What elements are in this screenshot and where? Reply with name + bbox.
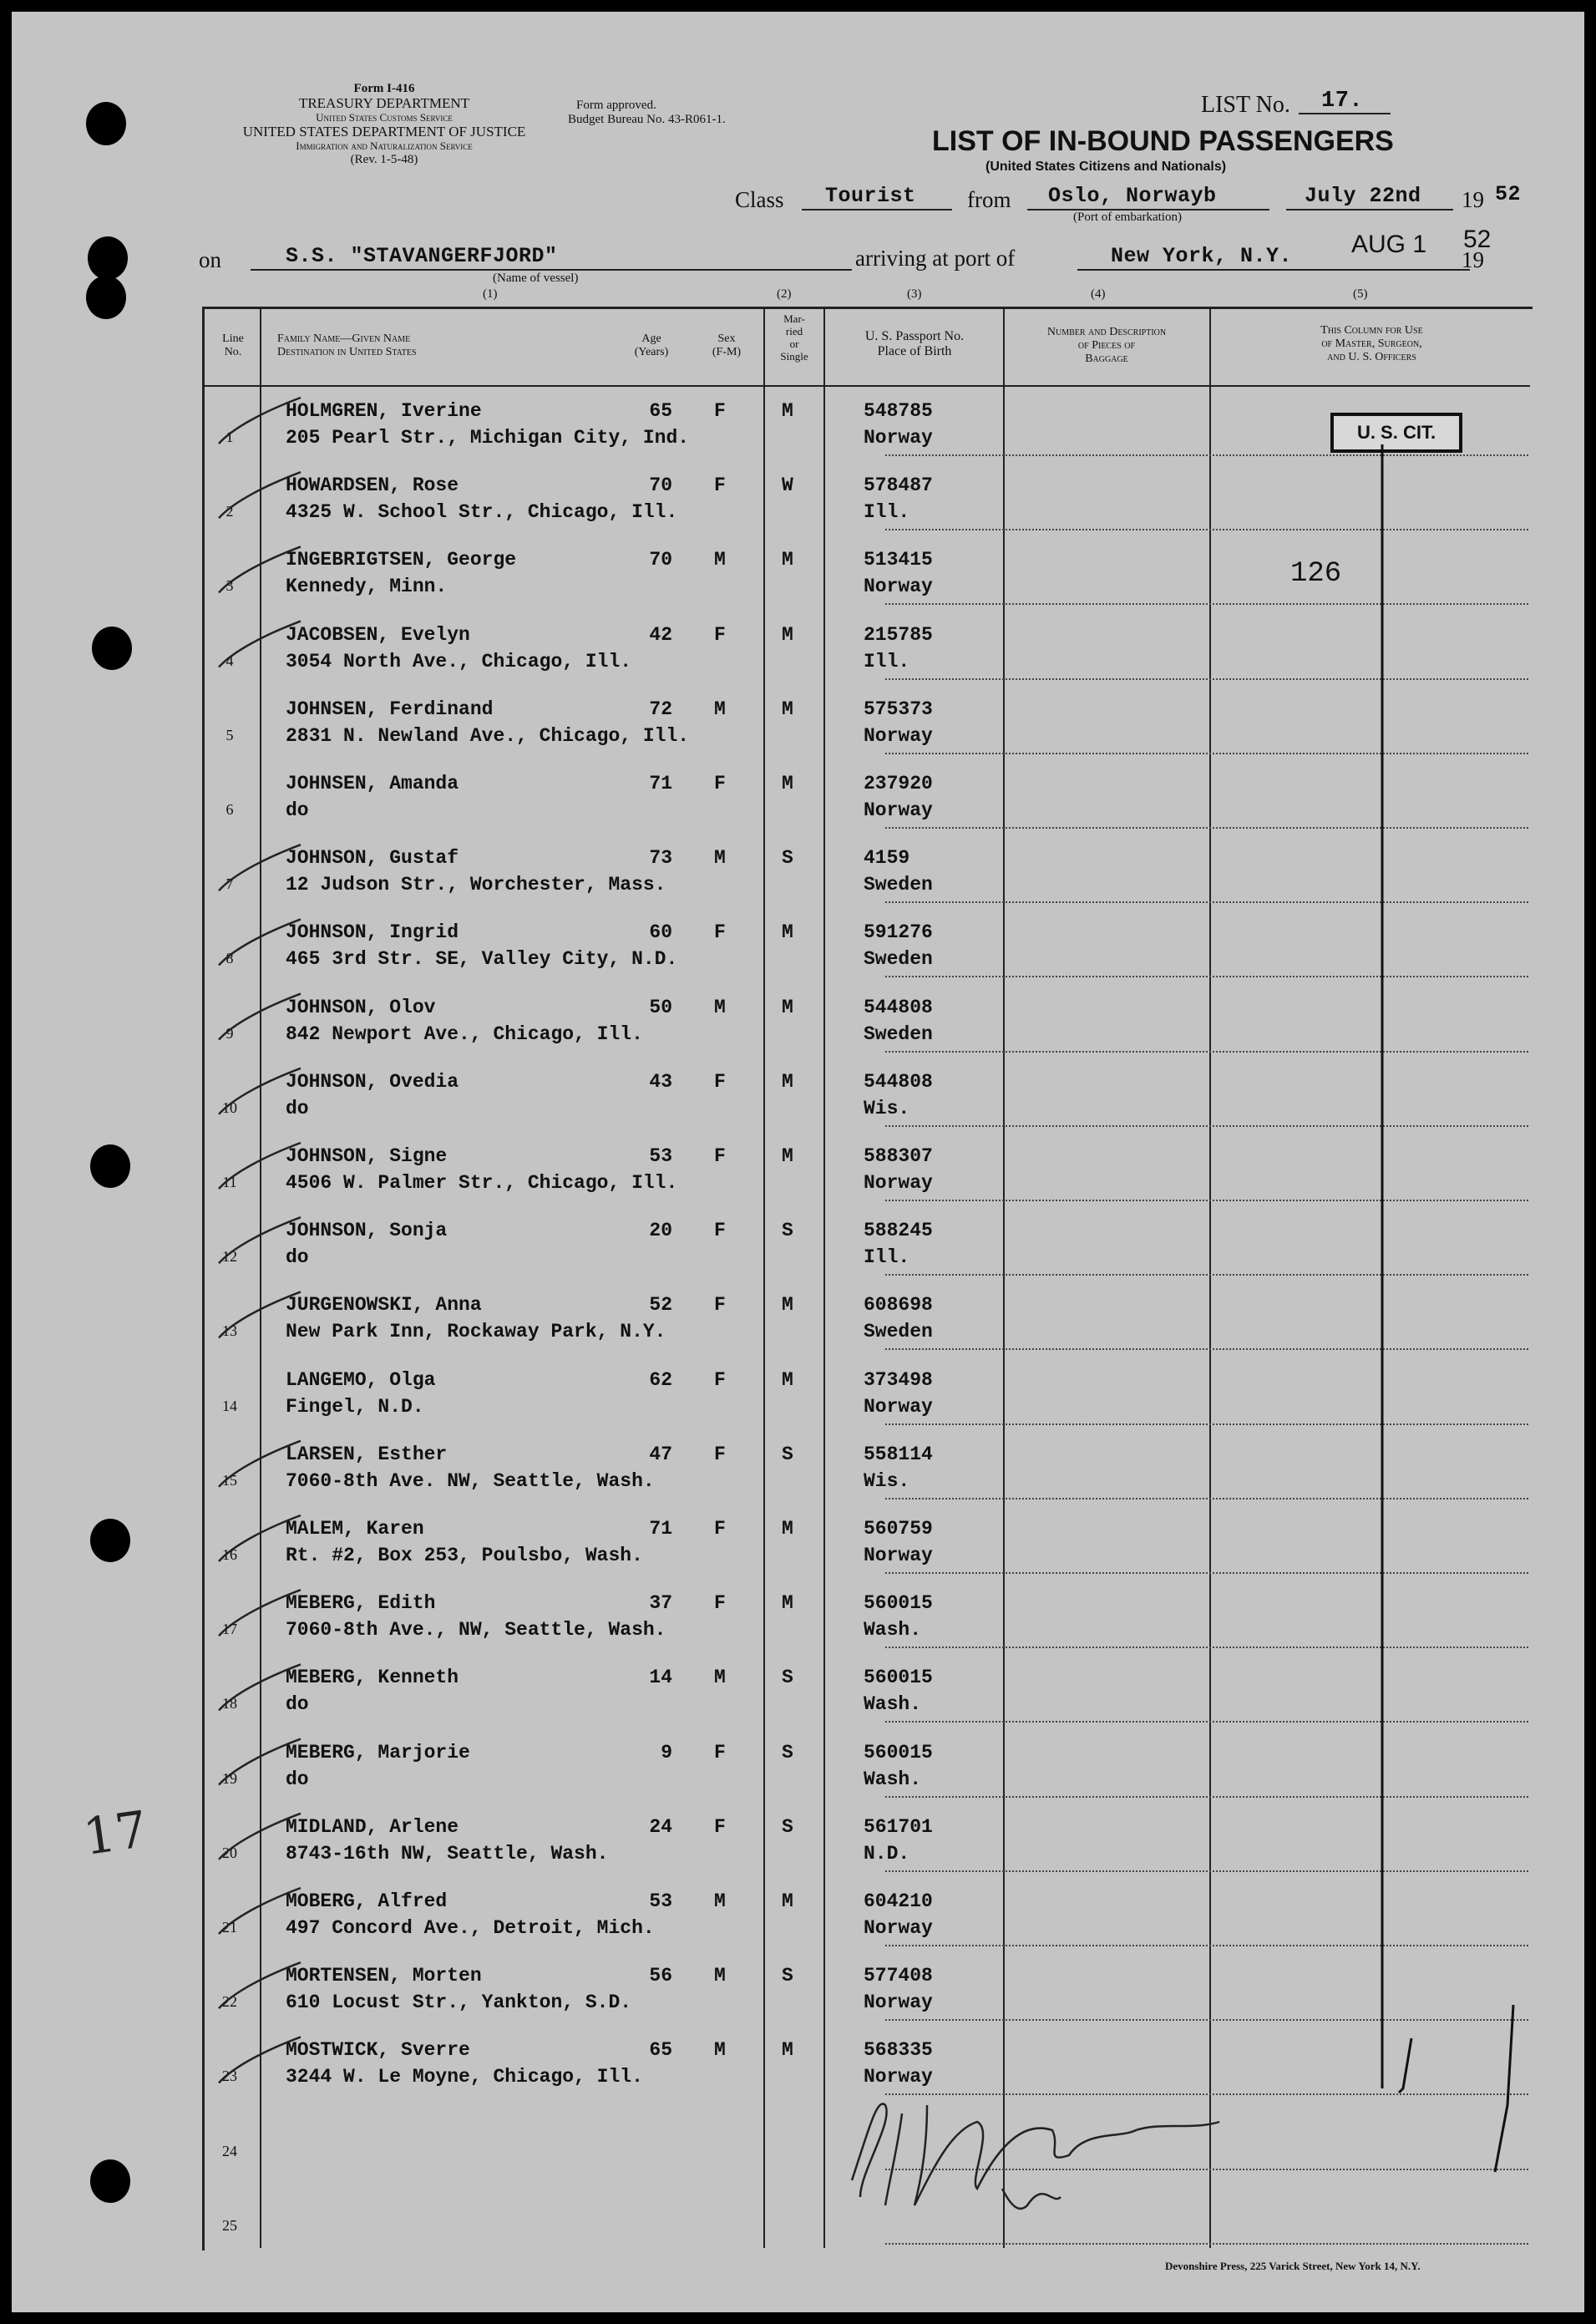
arriving-label: arriving at port of xyxy=(855,246,1016,271)
passport-number: 215785 xyxy=(864,623,933,646)
col-header-officers-line1: This Column for Use xyxy=(1320,324,1423,337)
passenger-name: JACOBSEN, Evelyn xyxy=(286,623,470,646)
check-mark xyxy=(219,1291,301,1337)
form-revision: (Rev. 1-5-48) xyxy=(350,153,418,166)
passenger-sex: F xyxy=(714,623,726,646)
passport-number: 604210 xyxy=(864,1890,933,1912)
passenger-destination: 2831 N. Newland Ave., Chicago, Ill. xyxy=(286,724,690,747)
page-subtitle: (United States Citizens and Nationals) xyxy=(985,160,1227,174)
passenger-marital-status: M xyxy=(782,1368,793,1391)
from-label: from xyxy=(967,187,1011,212)
passenger-marital-status: M xyxy=(782,1592,793,1615)
passenger-name: JOHNSEN, Ferdinand xyxy=(286,698,494,720)
officer-note: 126 xyxy=(1290,558,1342,590)
passport-number: 548785 xyxy=(864,400,933,422)
line-number: 21 xyxy=(222,1919,237,1936)
check-mark xyxy=(219,1590,301,1636)
place-of-birth: Norway xyxy=(864,1992,933,2014)
place-of-birth: Wash. xyxy=(864,1619,922,1642)
passenger-name: MEBERG, Edith xyxy=(286,1592,436,1615)
check-mark xyxy=(219,1217,301,1263)
check-mark xyxy=(219,1888,301,1934)
check-mark xyxy=(219,994,301,1040)
place-of-birth: Norway xyxy=(864,799,933,821)
passenger-marital-status: M xyxy=(782,921,793,944)
check-mark xyxy=(219,398,301,444)
passenger-sex: F xyxy=(714,474,726,497)
passenger-age: 20 xyxy=(649,1220,672,1242)
passenger-marital-status: M xyxy=(782,549,793,571)
line-number: 16 xyxy=(222,1546,237,1563)
place-of-birth: Ill. xyxy=(864,1246,910,1269)
passenger-age: 71 xyxy=(649,773,672,794)
passport-number: 373498 xyxy=(864,1368,933,1391)
passenger-marital-status: M xyxy=(782,1070,793,1093)
passenger-age: 65 xyxy=(649,2039,672,2062)
passenger-name: JOHNSON, Sonja xyxy=(286,1220,448,1242)
col-header-married-line4: Single xyxy=(780,350,808,363)
check-mark xyxy=(219,1068,301,1114)
passenger-destination: 842 Newport Ave., Chicago, Ill. xyxy=(286,1022,643,1045)
place-of-birth: Norway xyxy=(864,1917,933,1939)
passenger-sex: M xyxy=(714,1667,726,1689)
passenger-marital-status: S xyxy=(782,1220,793,1242)
passenger-destination: Rt. #2, Box 253, Poulsbo, Wash. xyxy=(286,1545,643,1566)
line-number: 20 xyxy=(222,1844,237,1861)
line-number: 17 xyxy=(222,1621,237,1638)
passenger-name: MIDLAND, Arlene xyxy=(286,1815,459,1838)
col-header-married-line1: Mar- xyxy=(783,312,805,325)
col-header-sex-line1: Sex xyxy=(717,332,736,345)
passenger-name: JOHNSON, Olov xyxy=(286,996,436,1018)
passenger-sex: F xyxy=(714,1592,726,1615)
col-header-age-line1: Age xyxy=(641,332,661,345)
vessel-name: S.S. "STAVANGERFJORD" xyxy=(286,244,558,268)
col-header-age-line2: (Years) xyxy=(634,346,669,358)
service-name: United States Customs Service xyxy=(316,111,453,124)
passenger-sex: F xyxy=(714,773,726,794)
place-of-birth: Sweden xyxy=(864,1022,933,1045)
passport-number: 544808 xyxy=(864,1070,933,1093)
passenger-marital-status: S xyxy=(782,1667,793,1689)
passenger-sex: M xyxy=(714,1890,726,1912)
department-name: TREASURY DEPARTMENT xyxy=(298,95,470,111)
passenger-destination: New Park Inn, Rockaway Park, N.Y. xyxy=(286,1321,666,1343)
passport-number: 237920 xyxy=(864,773,933,794)
place-of-birth: Sweden xyxy=(864,874,933,896)
col-header-married-line3: or xyxy=(789,337,799,350)
place-of-birth: Norway xyxy=(864,1545,933,1566)
col-header-name-line2: Destination in United States xyxy=(277,346,417,358)
passport-number: 588307 xyxy=(864,1145,933,1167)
list-no-label: LIST No. xyxy=(1201,92,1290,118)
passenger-name: MORTENSEN, Morten xyxy=(286,1965,482,1987)
passenger-name: MOBERG, Alfred xyxy=(286,1890,448,1912)
passenger-marital-status: S xyxy=(782,847,793,870)
passport-number: 561701 xyxy=(864,1815,933,1838)
page-title: LIST OF IN-BOUND PASSENGERS xyxy=(932,125,1394,157)
check-mark xyxy=(219,546,301,592)
passenger-name: MALEM, Karen xyxy=(286,1518,424,1540)
passenger-age: 9 xyxy=(661,1741,672,1763)
arrival-port: New York, N.Y. xyxy=(1111,244,1293,268)
passenger-destination: Fingel, N.D. xyxy=(286,1395,424,1418)
passport-number: 560015 xyxy=(864,1592,933,1615)
passport-number: 4159 xyxy=(864,847,910,870)
check-mark xyxy=(219,1814,301,1860)
passport-number: 591276 xyxy=(864,921,933,944)
passport-number: 577408 xyxy=(864,1965,933,1987)
port-embarkation-note: (Port of embarkation) xyxy=(1073,211,1182,224)
passenger-destination: do xyxy=(286,1097,309,1119)
col-header-officers-line3: and U. S. Officers xyxy=(1327,351,1416,363)
passenger-age: 60 xyxy=(649,921,672,944)
line-number: 14 xyxy=(222,1397,237,1414)
list-no-value: 17. xyxy=(1321,89,1364,114)
check-mark xyxy=(219,1664,301,1710)
line-number: 25 xyxy=(222,2216,237,2234)
passport-number: 560015 xyxy=(864,1667,933,1689)
place-of-birth: Wis. xyxy=(864,1469,910,1492)
passenger-marital-status: S xyxy=(782,1741,793,1763)
passenger-destination: 3054 North Ave., Chicago, Ill. xyxy=(286,650,632,672)
passenger-marital-status: M xyxy=(782,773,793,794)
budget-bureau-line: Budget Bureau No. 43-R061-1. xyxy=(568,113,726,126)
line-number: 23 xyxy=(222,2068,237,2085)
passenger-destination: Kennedy, Minn. xyxy=(286,576,448,598)
passenger-sex: F xyxy=(714,1294,726,1317)
passenger-sex: M xyxy=(714,698,726,720)
passport-number: 560015 xyxy=(864,1741,933,1763)
check-mark xyxy=(219,1739,301,1785)
class-value: Tourist xyxy=(825,184,916,208)
passenger-sex: M xyxy=(714,2039,726,2062)
passenger-age: 65 xyxy=(649,400,672,422)
line-number: 4 xyxy=(225,652,234,669)
passenger-destination: 610 Locust Str., Yankton, S.D. xyxy=(286,1992,632,2014)
check-mark xyxy=(219,1441,301,1487)
passenger-age: 37 xyxy=(649,1592,672,1615)
passport-number: 568335 xyxy=(864,2039,933,2062)
passenger-age: 73 xyxy=(649,847,672,870)
line-number: 1 xyxy=(225,429,234,445)
col-number-1: (1) xyxy=(483,287,498,301)
passenger-name: MEBERG, Kenneth xyxy=(286,1667,459,1689)
passenger-destination: 7060-8th Ave., NW, Seattle, Wash. xyxy=(286,1619,666,1642)
passenger-name: HOWARDSEN, Rose xyxy=(286,474,459,497)
approval-line: Form approved. xyxy=(576,99,656,112)
check-mark xyxy=(219,472,301,518)
place-of-birth: Norway xyxy=(864,2066,933,2088)
col-header-married-line2: ried xyxy=(785,325,803,337)
passenger-sex: M xyxy=(714,996,726,1018)
line-number: 3 xyxy=(225,577,234,595)
passenger-age: 42 xyxy=(649,623,672,646)
us-citizen-stamp: U. S. CIT. xyxy=(1330,413,1462,453)
check-mark xyxy=(219,845,301,891)
passenger-name: LARSEN, Esther xyxy=(286,1443,448,1465)
passenger-destination: do xyxy=(286,1246,309,1269)
passenger-sex: F xyxy=(714,1518,726,1540)
line-number: 7 xyxy=(225,875,234,893)
passport-number: 513415 xyxy=(864,549,933,571)
passenger-marital-status: M xyxy=(782,1145,793,1167)
passport-number: 608698 xyxy=(864,1294,933,1317)
line-number: 15 xyxy=(222,1471,237,1489)
passport-number: 558114 xyxy=(864,1443,933,1465)
passenger-destination: 7060-8th Ave. NW, Seattle, Wash. xyxy=(286,1469,655,1492)
passenger-age: 24 xyxy=(649,1815,672,1838)
col-number-5: (5) xyxy=(1353,287,1368,301)
passenger-sex: F xyxy=(714,1368,726,1391)
departure-date: July 22nd xyxy=(1305,184,1421,208)
passenger-marital-status: M xyxy=(782,1518,793,1540)
passenger-marital-status: M xyxy=(782,400,793,422)
passenger-age: 50 xyxy=(649,996,672,1018)
passenger-marital-status: M xyxy=(782,623,793,646)
line-number: 10 xyxy=(222,1099,237,1116)
passenger-sex: F xyxy=(714,1815,726,1838)
passenger-age: 47 xyxy=(649,1443,672,1465)
place-of-birth: Wash. xyxy=(864,1768,922,1790)
place-of-birth: Ill. xyxy=(864,501,910,524)
place-of-birth: Sweden xyxy=(864,1321,933,1343)
passenger-destination: 8743-16th NW, Seattle, Wash. xyxy=(286,1842,609,1865)
passenger-age: 70 xyxy=(649,474,672,497)
check-mark xyxy=(219,919,301,965)
place-of-birth: Norway xyxy=(864,724,933,747)
passenger-destination: do xyxy=(286,1768,309,1790)
check-mark xyxy=(219,1143,301,1189)
col-header-officers-line2: of Master, Surgeon, xyxy=(1321,337,1422,350)
arrival-date-stamp: AUG 1 xyxy=(1351,231,1427,258)
line-number: 11 xyxy=(222,1174,237,1190)
passenger-name: JOHNSON, Gustaf xyxy=(286,847,459,870)
vessel-name-note: (Name of vessel) xyxy=(493,271,579,285)
embarkation-port: Oslo, Norwayb xyxy=(1048,184,1217,208)
passenger-marital-status: S xyxy=(782,1965,793,1987)
passenger-destination: 4325 W. School Str., Chicago, Ill. xyxy=(286,501,678,524)
passenger-age: 72 xyxy=(649,698,672,720)
col-header-baggage-line2: of Pieces of xyxy=(1077,339,1136,352)
col-header-passport-line2: Place of Birth xyxy=(877,344,952,358)
passenger-sex: M xyxy=(714,549,726,571)
passport-number: 544808 xyxy=(864,996,933,1018)
passenger-name: MOSTWICK, Sverre xyxy=(286,2039,470,2062)
passenger-marital-status: M xyxy=(782,996,793,1018)
passenger-marital-status: M xyxy=(782,698,793,720)
col-header-line: Line No. xyxy=(222,332,244,358)
place-of-birth: Wis. xyxy=(864,1097,910,1119)
passenger-sex: F xyxy=(714,1220,726,1242)
passenger-destination: do xyxy=(286,799,309,821)
passport-number: 575373 xyxy=(864,698,933,720)
passenger-destination: 497 Concord Ave., Detroit, Mich. xyxy=(286,1917,655,1939)
passenger-sex: F xyxy=(714,1443,726,1465)
passenger-destination: do xyxy=(286,1693,309,1716)
line-number: 24 xyxy=(222,2142,237,2159)
passenger-age: 53 xyxy=(649,1145,672,1167)
passenger-age: 43 xyxy=(649,1070,672,1093)
passenger-age: 56 xyxy=(649,1965,672,1987)
passenger-marital-status: S xyxy=(782,1443,793,1465)
passenger-name: LANGEMO, Olga xyxy=(286,1368,436,1391)
passenger-sex: M xyxy=(714,847,726,870)
arrival-year-stamp: 52 xyxy=(1463,226,1492,253)
passenger-destination: 12 Judson Str., Worchester, Mass. xyxy=(286,874,666,896)
passenger-destination: 4506 W. Palmer Str., Chicago, Ill. xyxy=(286,1172,678,1194)
passenger-name: INGEBRIGTSEN, George xyxy=(286,549,517,571)
year-value: 52 xyxy=(1495,182,1522,206)
passenger-marital-status: M xyxy=(782,1294,793,1317)
passenger-age: 70 xyxy=(649,549,672,571)
passenger-destination: 3244 W. Le Moyne, Chicago, Ill. xyxy=(286,2066,643,2088)
col-header-baggage-line3: Baggage xyxy=(1085,353,1128,365)
place-of-birth: Norway xyxy=(864,576,933,598)
col-header-passport-line1: U. S. Passport No. xyxy=(864,329,965,343)
place-of-birth: Norway xyxy=(864,1172,933,1194)
passenger-age: 14 xyxy=(649,1667,672,1689)
passenger-marital-status: W xyxy=(782,474,793,497)
passenger-name: MEBERG, Marjorie xyxy=(286,1741,470,1763)
passenger-name: JOHNSON, Ovedia xyxy=(286,1070,459,1093)
passenger-sex: F xyxy=(714,1145,726,1167)
passenger-age: 53 xyxy=(649,1890,672,1912)
passport-number: 578487 xyxy=(864,474,933,497)
passenger-name: JOHNSON, Ingrid xyxy=(286,921,459,944)
col-number-3: (3) xyxy=(907,287,922,301)
passenger-name: JOHNSEN, Amanda xyxy=(286,773,459,794)
place-of-birth: Norway xyxy=(864,427,933,449)
form-number: Form I-416 xyxy=(353,82,415,95)
check-mark xyxy=(219,2037,301,2083)
place-of-birth: Wash. xyxy=(864,1693,922,1716)
place-of-birth: Norway xyxy=(864,1395,933,1418)
col-number-2: (2) xyxy=(777,287,792,301)
passenger-marital-status: S xyxy=(782,1815,793,1838)
line-number: 13 xyxy=(222,1322,237,1340)
check-mark xyxy=(219,622,301,667)
line-number: 22 xyxy=(222,1993,237,2011)
department-justice: UNITED STATES DEPARTMENT OF JUSTICE xyxy=(242,124,526,140)
margin-note: 17 xyxy=(79,1800,151,1867)
col-header-name-line1: Family Name—Given Name xyxy=(277,332,411,345)
passenger-marital-status: M xyxy=(782,1890,793,1912)
passenger-name: JURGENOWSKI, Anna xyxy=(286,1294,482,1317)
passenger-name: HOLMGREN, Iverine xyxy=(286,400,482,422)
passport-number: 588245 xyxy=(864,1220,933,1242)
col-header-sex-line2: (F-M) xyxy=(712,346,742,358)
place-of-birth: N.D. xyxy=(864,1842,910,1865)
place-of-birth: Ill. xyxy=(864,650,910,672)
class-label: Class xyxy=(735,187,784,212)
arrival-year-prefix: 19 xyxy=(1462,247,1484,272)
passenger-age: 52 xyxy=(649,1294,672,1317)
line-number: 19 xyxy=(222,1769,237,1787)
passenger-marital-status: M xyxy=(782,2039,793,2062)
place-of-birth: Sweden xyxy=(864,948,933,971)
line-number: 18 xyxy=(222,1695,237,1713)
passenger-sex: F xyxy=(714,1741,726,1763)
ins-name: Immigration and Naturalization Service xyxy=(296,140,473,152)
line-number: 8 xyxy=(225,950,234,967)
line-number: 9 xyxy=(225,1024,234,1042)
passenger-sex: M xyxy=(714,1965,726,1987)
passenger-destination: 465 3rd Str. SE, Valley City, N.D. xyxy=(286,948,678,971)
passenger-age: 62 xyxy=(649,1368,672,1391)
passenger-sex: F xyxy=(714,400,726,422)
line-number: 5 xyxy=(225,726,234,743)
line-number: 6 xyxy=(225,801,234,818)
col-number-4: (4) xyxy=(1091,287,1106,301)
col-header-baggage-line1: Number and Description xyxy=(1046,326,1167,338)
passenger-name: JOHNSON, Signe xyxy=(286,1145,448,1167)
passenger-destination: 205 Pearl Str., Michigan City, Ind. xyxy=(286,427,690,449)
passenger-sex: F xyxy=(714,1070,726,1093)
line-number: 12 xyxy=(222,1248,237,1266)
printer-footer: Devonshire Press, 225 Varick Street, New York 14, N.Y. xyxy=(1165,2260,1421,2272)
passport-number: 560759 xyxy=(864,1518,933,1540)
line-number: 2 xyxy=(225,503,234,520)
passenger-sex: F xyxy=(714,921,726,944)
year-prefix: 19 xyxy=(1462,187,1484,212)
check-mark xyxy=(219,1962,301,2008)
on-label: on xyxy=(199,247,221,272)
passenger-age: 71 xyxy=(649,1518,672,1540)
check-mark xyxy=(219,1515,301,1561)
